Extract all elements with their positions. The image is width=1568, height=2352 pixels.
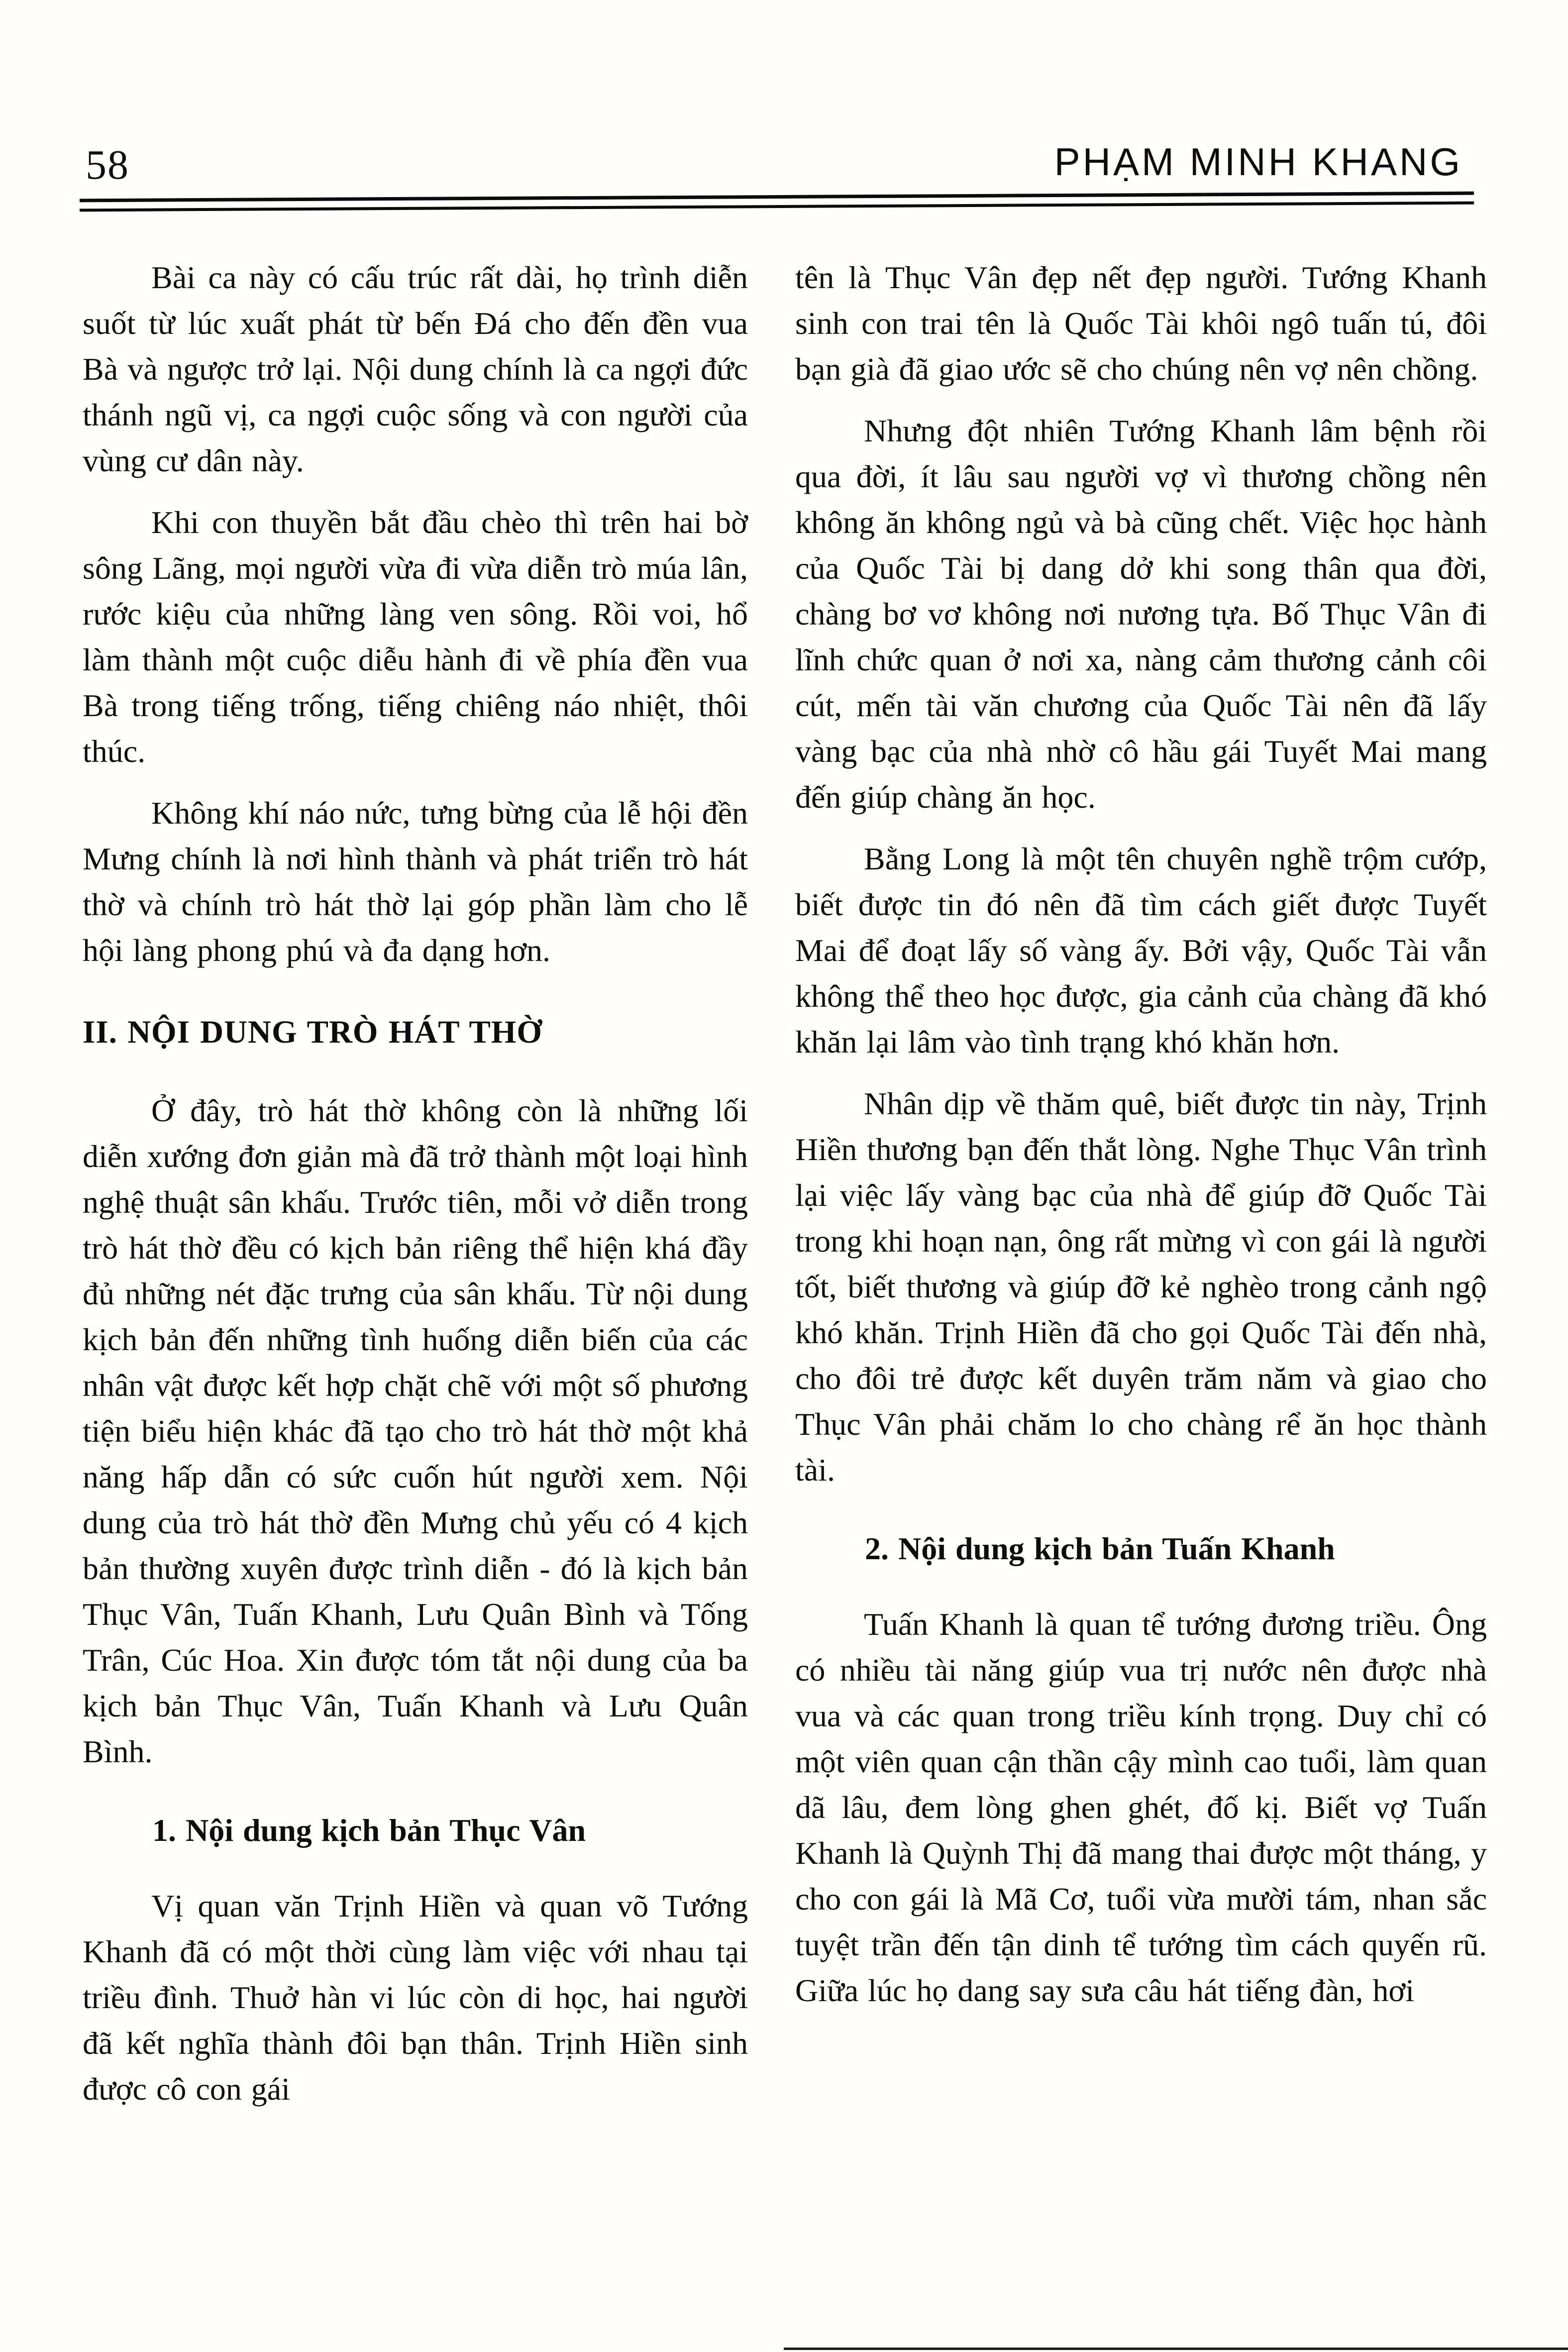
subsection-heading: 1. Nội dung kịch bản Thục Vân	[152, 1813, 586, 1848]
paragraph: Khi con thuyền bắt đầu chèo thì trên hai bờ sông Lãng, mọi người vừa đi vừa diễn trò múa lân, rước kiệu của những làng ven sông. Rồi voi, hổ làm thành một cuộc diễu hành đi về phía đền vua Bà trong tiếng trống, tiếng chiêng náo nhiệt, thôi thúc.	[83, 505, 748, 769]
paragraph: Nhưng đột nhiên Tướng Khanh lâm bệnh rồi qua đời, ít lâu sau người vợ vì thương chồng nên không ăn không ngủ và bà cũng chết. Việc học hành của Quốc Tài bị dang dở khi song thân qua đời, chàng bơ vơ không nơi nương tựa. Bố Thục Vân đi lĩnh chức quan ở nơi xa, nàng cảm thương cảnh côi cút, mến tài văn chương của Quốc Tài nên đã lấy vàng bạc của nhà nhờ cô hầu gái Tuyết Mai mang đến giúp chàng ăn học.	[795, 413, 1487, 815]
paragraph: Tuấn Khanh là quan tể tướng đương triều. Ông có nhiều tài năng giúp vua trị nước nên được nhà vua và các quan trong triều kính trọng. Duy chỉ có một viên quan cận thần cậy mình cao tuổi, làm quan dã lâu, đem lòng ghen ghét, đố kị. Biết vợ Tuấn Khanh là Quỳnh Thị đã mang thai được một tháng, y cho con gái là Mã Cơ, tuổi vừa mười tám, nhan sắc tuyệt trần đến tận dinh tể tướng tìm cách quyến rũ. Giữa lúc họ dang say sưa câu hát tiếng đàn, hơi	[795, 1606, 1487, 2008]
paragraph: Vị quan văn Trịnh Hiền và quan võ Tướng Khanh đã có một thời cùng làm việc với nhau tại triều đình. Thuở hàn vi lúc còn di học, hai người đã kết nghĩa thành đôi bạn thân. Trịnh Hiền sinh được cô con gái	[83, 1888, 748, 2107]
header-author: PHẠM MINH KHANG	[1054, 140, 1463, 184]
paragraph: Bằng Long là một tên chuyên nghề trộm cướp, biết được tin đó nên đã tìm cách giết được Tuyết Mai để đoạt lấy số vàng ấy. Bởi vậy, Quốc Tài vẫn không thể theo học được, gia cảnh của chàng đã khó khăn lại lâm vào tình trạng khó khăn hơn.	[795, 841, 1487, 1060]
page-number: 58	[86, 142, 129, 188]
paragraph: Nhân dịp về thăm quê, biết được tin này, Trịnh Hiền thương bạn đến thắt lòng. Nghe Thục Vân trình lại việc lấy vàng bạc của nhà để giúp đỡ Quốc Tài trong khi hoạn nạn, ông rất mừng vì con gái là người tốt, biết thương và giúp đỡ kẻ nghèo trong cảnh ngộ khó khăn. Trịnh Hiền đã cho gọi Quốc Tài đến nhà, cho đôi trẻ được kết duyên trăm năm và giao cho Thục Vân phải chăm lo cho chàng rể ăn học thành tài.	[795, 1086, 1487, 1488]
paragraph: Ở đây, trò hát thờ không còn là những lối diễn xướng đơn giản mà đã trở thành một loại hình nghệ thuật sân khấu. Trước tiên, mỗi vở diễn trong trò hát thờ đều có kịch bản riêng thể hiện khá đầy đủ những nét đặc trưng của sân khấu. Từ nội dung kịch bản đến những tình huống diễn biến của các nhân vật được kết hợp chặt chẽ với một số phương tiện biểu hiện khác đã tạo cho trò hát thờ một khả năng hấp dẫn có sức cuốn hút người xem. Nội dung của trò hát thờ đền Mưng chủ yếu có 4 kịch bản thường xuyên được trình diễn - đó là kịch bản Thục Vân, Tuấn Khanh, Lưu Quân Bình và Tống Trân, Cúc Hoa. Xin được tóm tắt nội dung của ba kịch bản Thục Vân, Tuấn Khanh và Lưu Quân Bình.	[83, 1093, 748, 1769]
scan-edge-artifact	[784, 2348, 1568, 2350]
column-left	[83, 255, 748, 2128]
column-right	[795, 255, 1487, 2030]
paragraph: Bài ca này có cấu trúc rất dài, họ trình diễn suốt từ lúc xuất phát từ bến Đá cho đến đền vua Bà và ngược trở lại. Nội dung chính là ca ngợi đức thánh ngũ vị, ca ngợi cuộc sống và con người của vùng cư dân này.	[83, 260, 748, 478]
header-rule	[80, 192, 1474, 212]
paragraph: Không khí náo nức, tưng bừng của lễ hội đền Mưng chính là nơi hình thành và phát triển trò hát thờ và chính trò hát thờ lại góp phần làm cho lễ hội làng phong phú và đa dạng hơn.	[83, 795, 748, 968]
paragraph: tên là Thục Vân đẹp nết đẹp người. Tướng Khanh sinh con trai tên là Quốc Tài khôi ngô tuấn tú, đôi bạn già đã giao ước sẽ cho chúng nên vợ nên chồng.	[795, 260, 1487, 387]
section-heading: II. NỘI DUNG TRÒ HÁT THỜ	[83, 1014, 542, 1050]
subsection-heading: 2. Nội dung kịch bản Tuấn Khanh	[865, 1531, 1335, 1566]
